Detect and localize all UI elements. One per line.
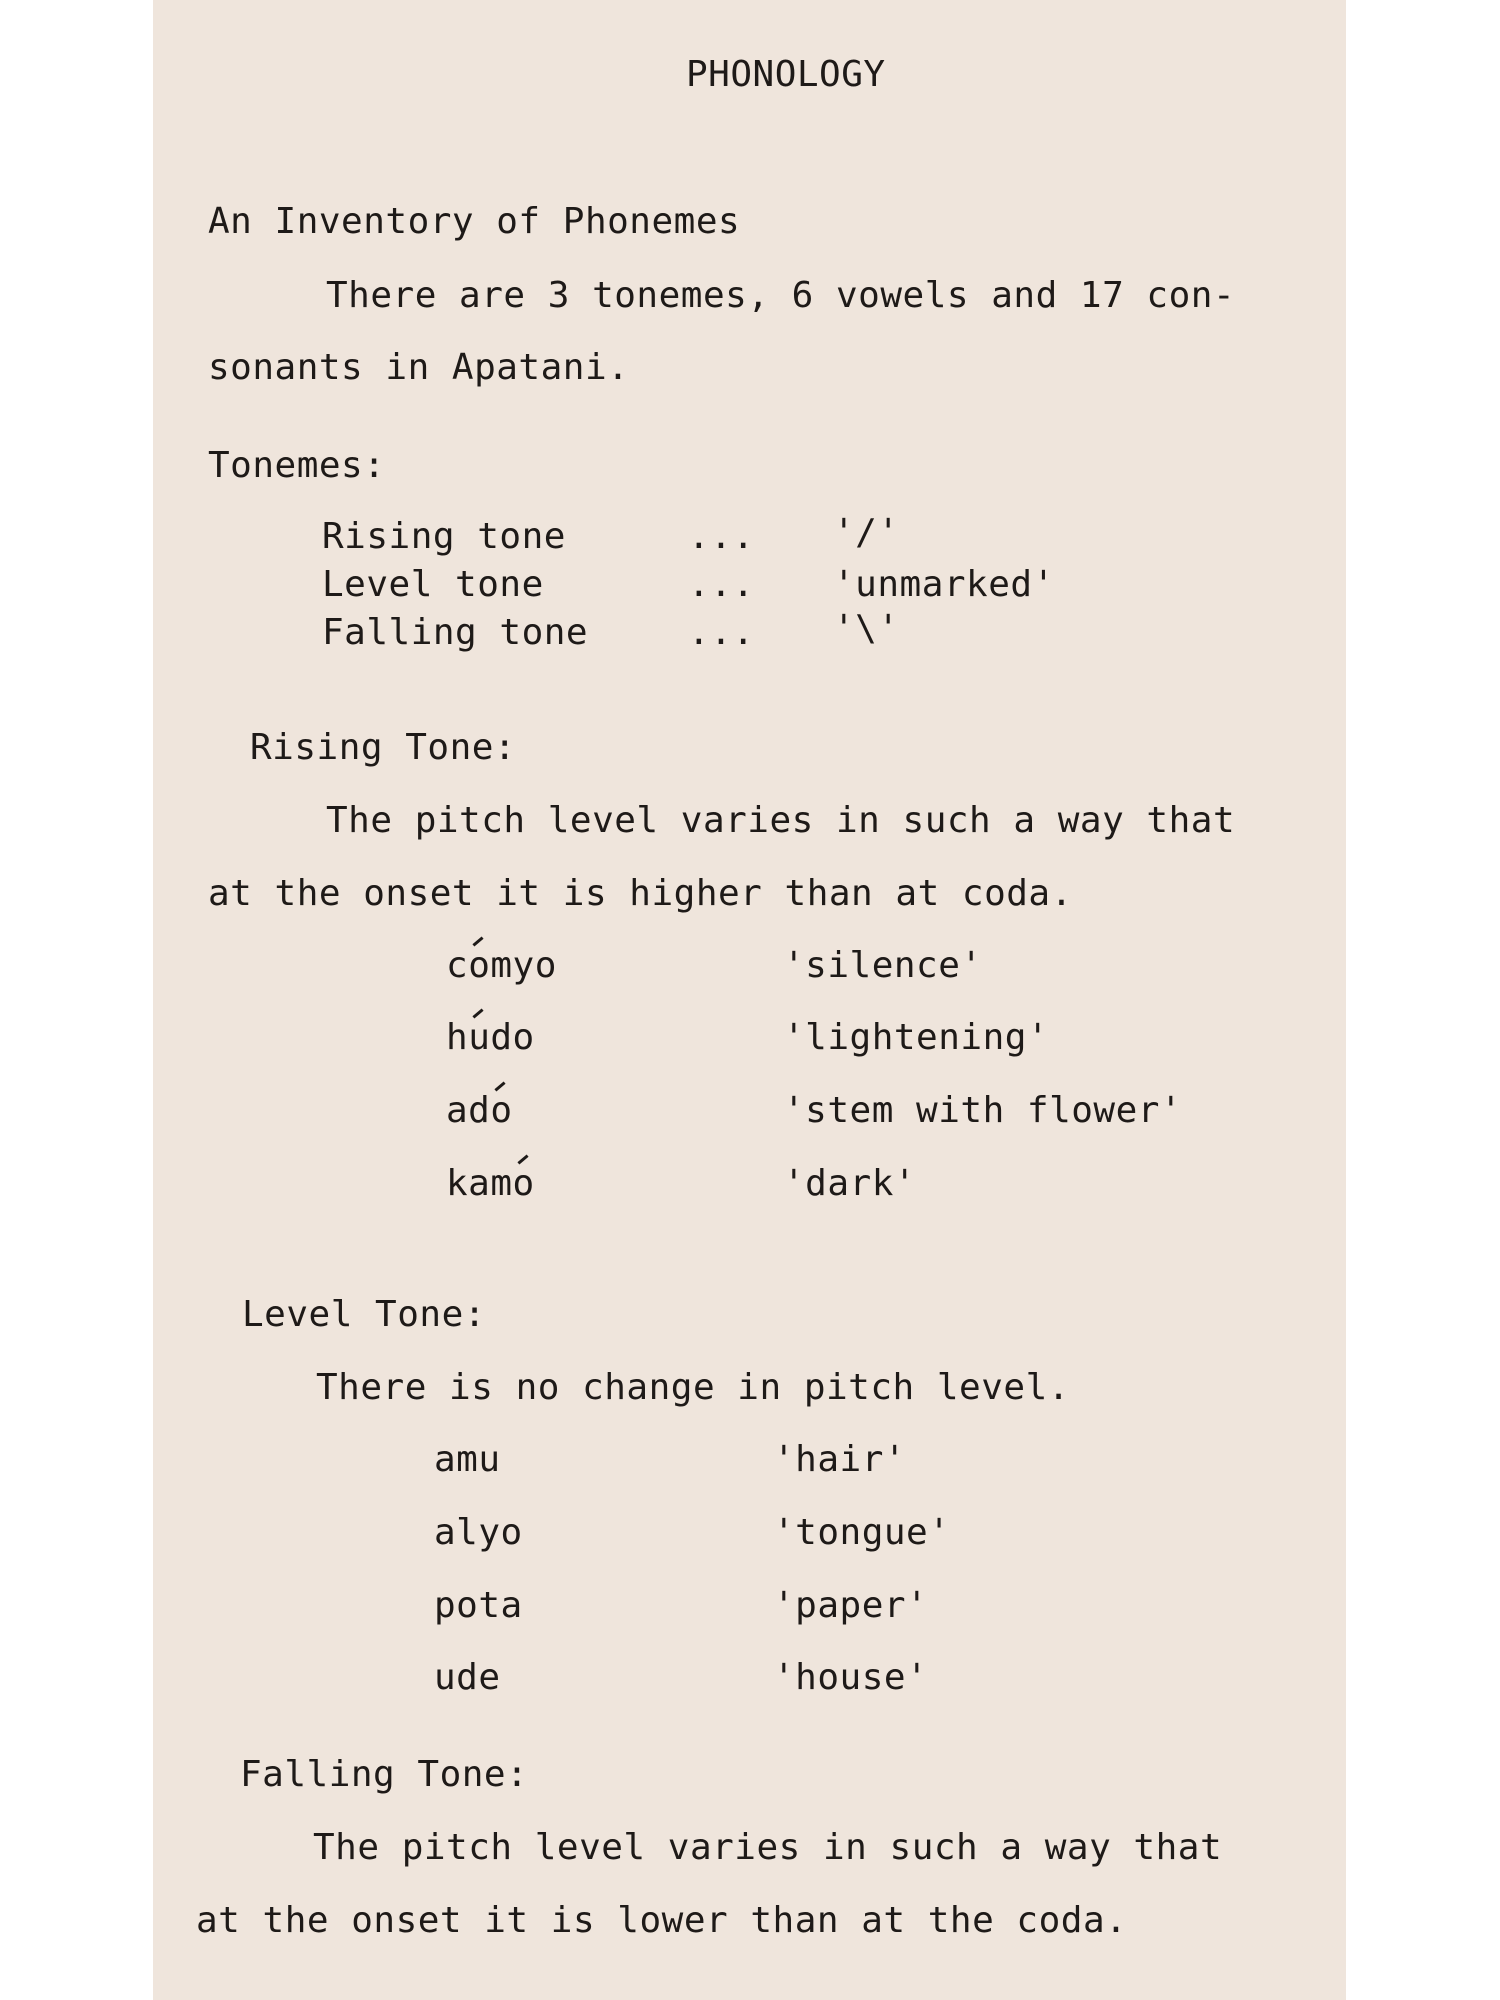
toneme-name: Falling tone <box>322 612 589 653</box>
rising-accent-mark: o <box>490 1090 513 1131</box>
toneme-mark: '/' <box>833 512 900 553</box>
toneme-name: Rising tone <box>322 516 566 557</box>
example-word: alyo <box>434 1512 523 1553</box>
example-word: comyo <box>446 945 557 986</box>
example-word: pota <box>434 1585 523 1626</box>
falling-tone-text-line-2: at the onset it is lower than at the coda. <box>196 1900 1128 1941</box>
example-gloss: 'hair' <box>773 1439 907 1480</box>
example-word: hudo <box>446 1017 535 1058</box>
example-word: kamo <box>446 1163 535 1204</box>
book-page <box>153 0 1346 2000</box>
rising-accent-mark: u <box>468 1017 491 1058</box>
example-gloss: 'tongue' <box>773 1512 951 1553</box>
inventory-paragraph-line-1: There are 3 tonemes, 6 vowels and 17 con- <box>326 275 1236 316</box>
toneme-dots: ... <box>688 564 755 605</box>
example-gloss: 'dark' <box>783 1163 917 1204</box>
example-gloss: 'paper' <box>773 1585 929 1626</box>
tonemes-heading: Tonemes: <box>208 445 386 486</box>
toneme-mark: 'unmarked' <box>833 564 1055 605</box>
toneme-dots: ... <box>688 516 755 557</box>
example-gloss: 'lightening' <box>783 1017 1050 1058</box>
level-tone-heading: Level Tone: <box>242 1294 486 1335</box>
example-gloss: 'silence' <box>783 945 983 986</box>
rising-tone-heading: Rising Tone: <box>250 727 517 768</box>
rising-accent-mark: o <box>512 1163 535 1204</box>
rising-accent-mark: o <box>468 945 491 986</box>
rising-tone-text-line-2: at the onset it is higher than at coda. <box>208 873 1073 914</box>
example-gloss: 'stem with flower' <box>783 1090 1183 1131</box>
example-word: amu <box>434 1439 501 1480</box>
page-title: PHONOLOGY <box>686 54 886 95</box>
toneme-dots: ... <box>688 612 755 653</box>
example-word: ude <box>434 1657 501 1698</box>
level-tone-text-line-1: There is no change in pitch level. <box>316 1367 1070 1408</box>
toneme-name: Level tone <box>322 564 544 605</box>
inventory-heading: An Inventory of Phonemes <box>208 201 741 242</box>
example-word: ado <box>446 1090 513 1131</box>
example-gloss: 'house' <box>773 1657 929 1698</box>
toneme-mark: '\' <box>833 608 900 649</box>
falling-tone-heading: Falling Tone: <box>240 1754 529 1795</box>
falling-tone-text-line-1: The pitch level varies in such a way that <box>313 1827 1223 1868</box>
inventory-paragraph-line-2: sonants in Apatani. <box>208 347 630 388</box>
rising-tone-text-line-1: The pitch level varies in such a way that <box>326 800 1236 841</box>
